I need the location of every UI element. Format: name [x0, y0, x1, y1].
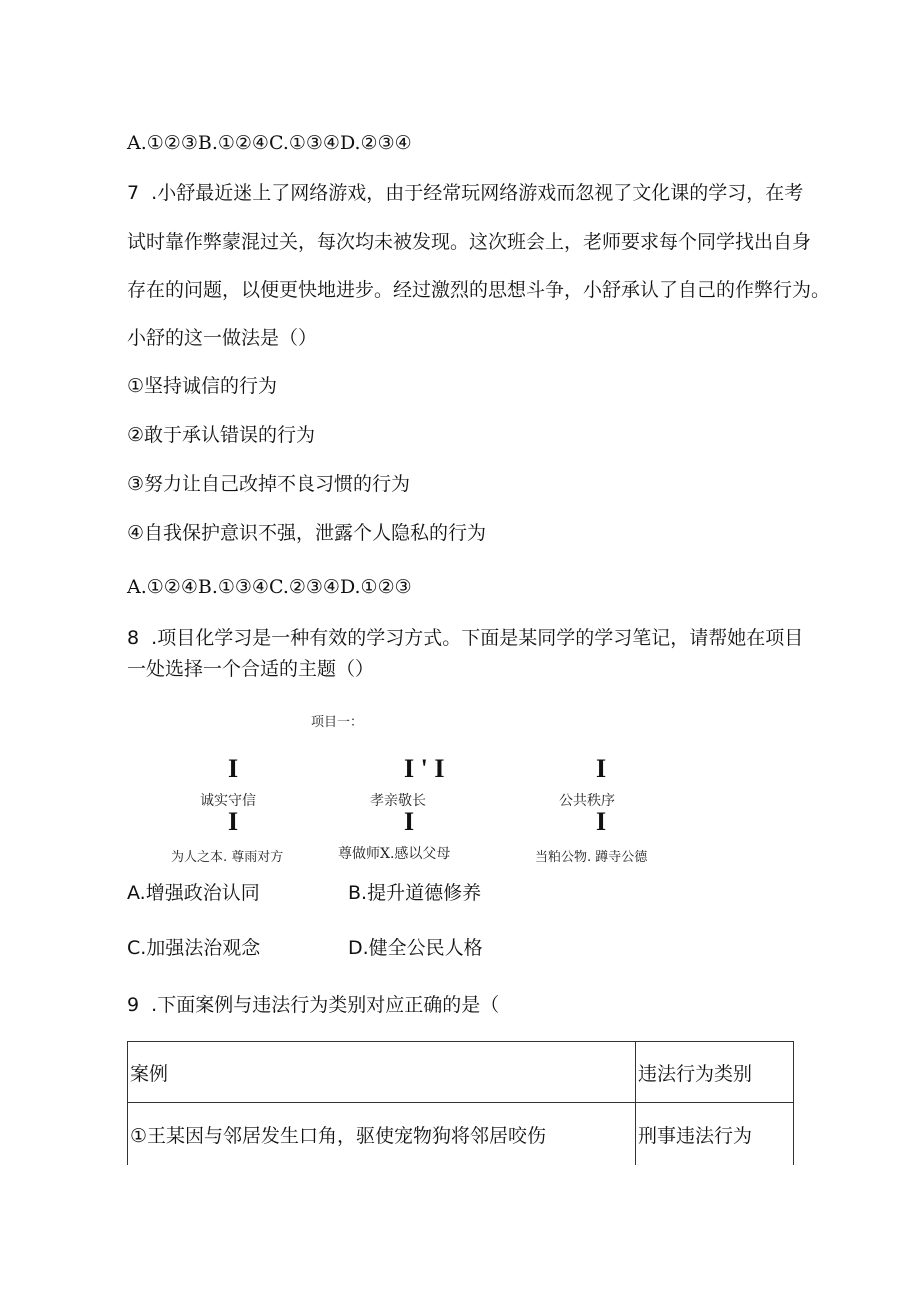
- diagram-node-filial: 孝亲敬长: [370, 793, 426, 809]
- header-case: 案例: [128, 1042, 636, 1103]
- diagram-leaf-1: 为人之本. 尊雨对方: [171, 850, 284, 865]
- q8-option-a: A.增强政治认同: [127, 882, 260, 904]
- q7-item-4: ④自我保护意识不强，泄露个人隐私的行为: [127, 522, 487, 544]
- q8-option-b: B.提升道德修养: [348, 882, 482, 904]
- q7-line-3: 存在的问题，以便更快地进步。经过激烈的思想斗争，小舒承认了自己的作弊行为。: [127, 279, 831, 301]
- diagram-node-order: 公共秩序: [559, 793, 615, 809]
- case-table: [127, 1041, 794, 1165]
- diagram-title: 项目一：: [311, 715, 364, 730]
- q7-line-1: 7 .小舒最近迷上了网络游戏，由于经常玩网络游戏而忽视了文化课的学习，在考: [127, 182, 804, 204]
- diagram-top-mark-3: I: [596, 754, 607, 783]
- q6-options: A.①②③B.①②④C.①③④D.②③④: [127, 132, 412, 154]
- diagram-top-mark-1: I: [228, 754, 239, 783]
- diagram-mid-mark-3: I: [596, 807, 607, 836]
- row-1-case: ①王某因与邻居发生口角，驱使宠物狗将邻居咬伤: [128, 1103, 636, 1166]
- diagram-node-honesty: 诚实守信: [200, 793, 256, 809]
- diagram-mid-mark-1: I: [228, 807, 239, 836]
- q7-line-4: 小舒的这一做法是（）: [127, 327, 318, 349]
- q7-item-1: ①坚持诚信的行为: [127, 375, 278, 397]
- q7-options: A.①②④B.①③④C.②③④D.①②③: [127, 576, 412, 598]
- diagram-leaf-3: 当粕公物. 蹲寺公德: [535, 850, 648, 865]
- q9-line: 9 .下面案例与违法行为类别对应正确的是（: [127, 994, 500, 1016]
- q8-line-2: 一处选择一个合适的主题（）: [127, 658, 375, 680]
- q8-option-d: D.健全公民人格: [348, 937, 483, 959]
- diagram-mid-mark-2: I: [404, 807, 415, 836]
- table-header-row: [128, 1042, 794, 1103]
- diagram-leaf-2: 尊做师X.感以父母: [338, 846, 451, 862]
- table-row: [128, 1103, 794, 1166]
- row-1-category: 刑事违法行为: [636, 1103, 794, 1166]
- q7-line-2: 试时靠作弊蒙混过关，每次均未被发现。这次班会上，老师要求每个同学找出自身: [127, 231, 812, 253]
- q8-line-1: 8 .项目化学习是一种有效的学习方式。下面是某同学的学习笔记，请帮她在项目: [127, 627, 804, 649]
- q7-item-3: ③努力让自己改掉不良习惯的行为: [127, 473, 411, 495]
- q7-item-2: ②敢于承认错误的行为: [127, 424, 316, 446]
- diagram-top-mark-2: I ' I: [404, 754, 445, 783]
- q8-option-c: C.加强法治观念: [127, 937, 261, 959]
- header-category: 违法行为类别: [636, 1042, 794, 1103]
